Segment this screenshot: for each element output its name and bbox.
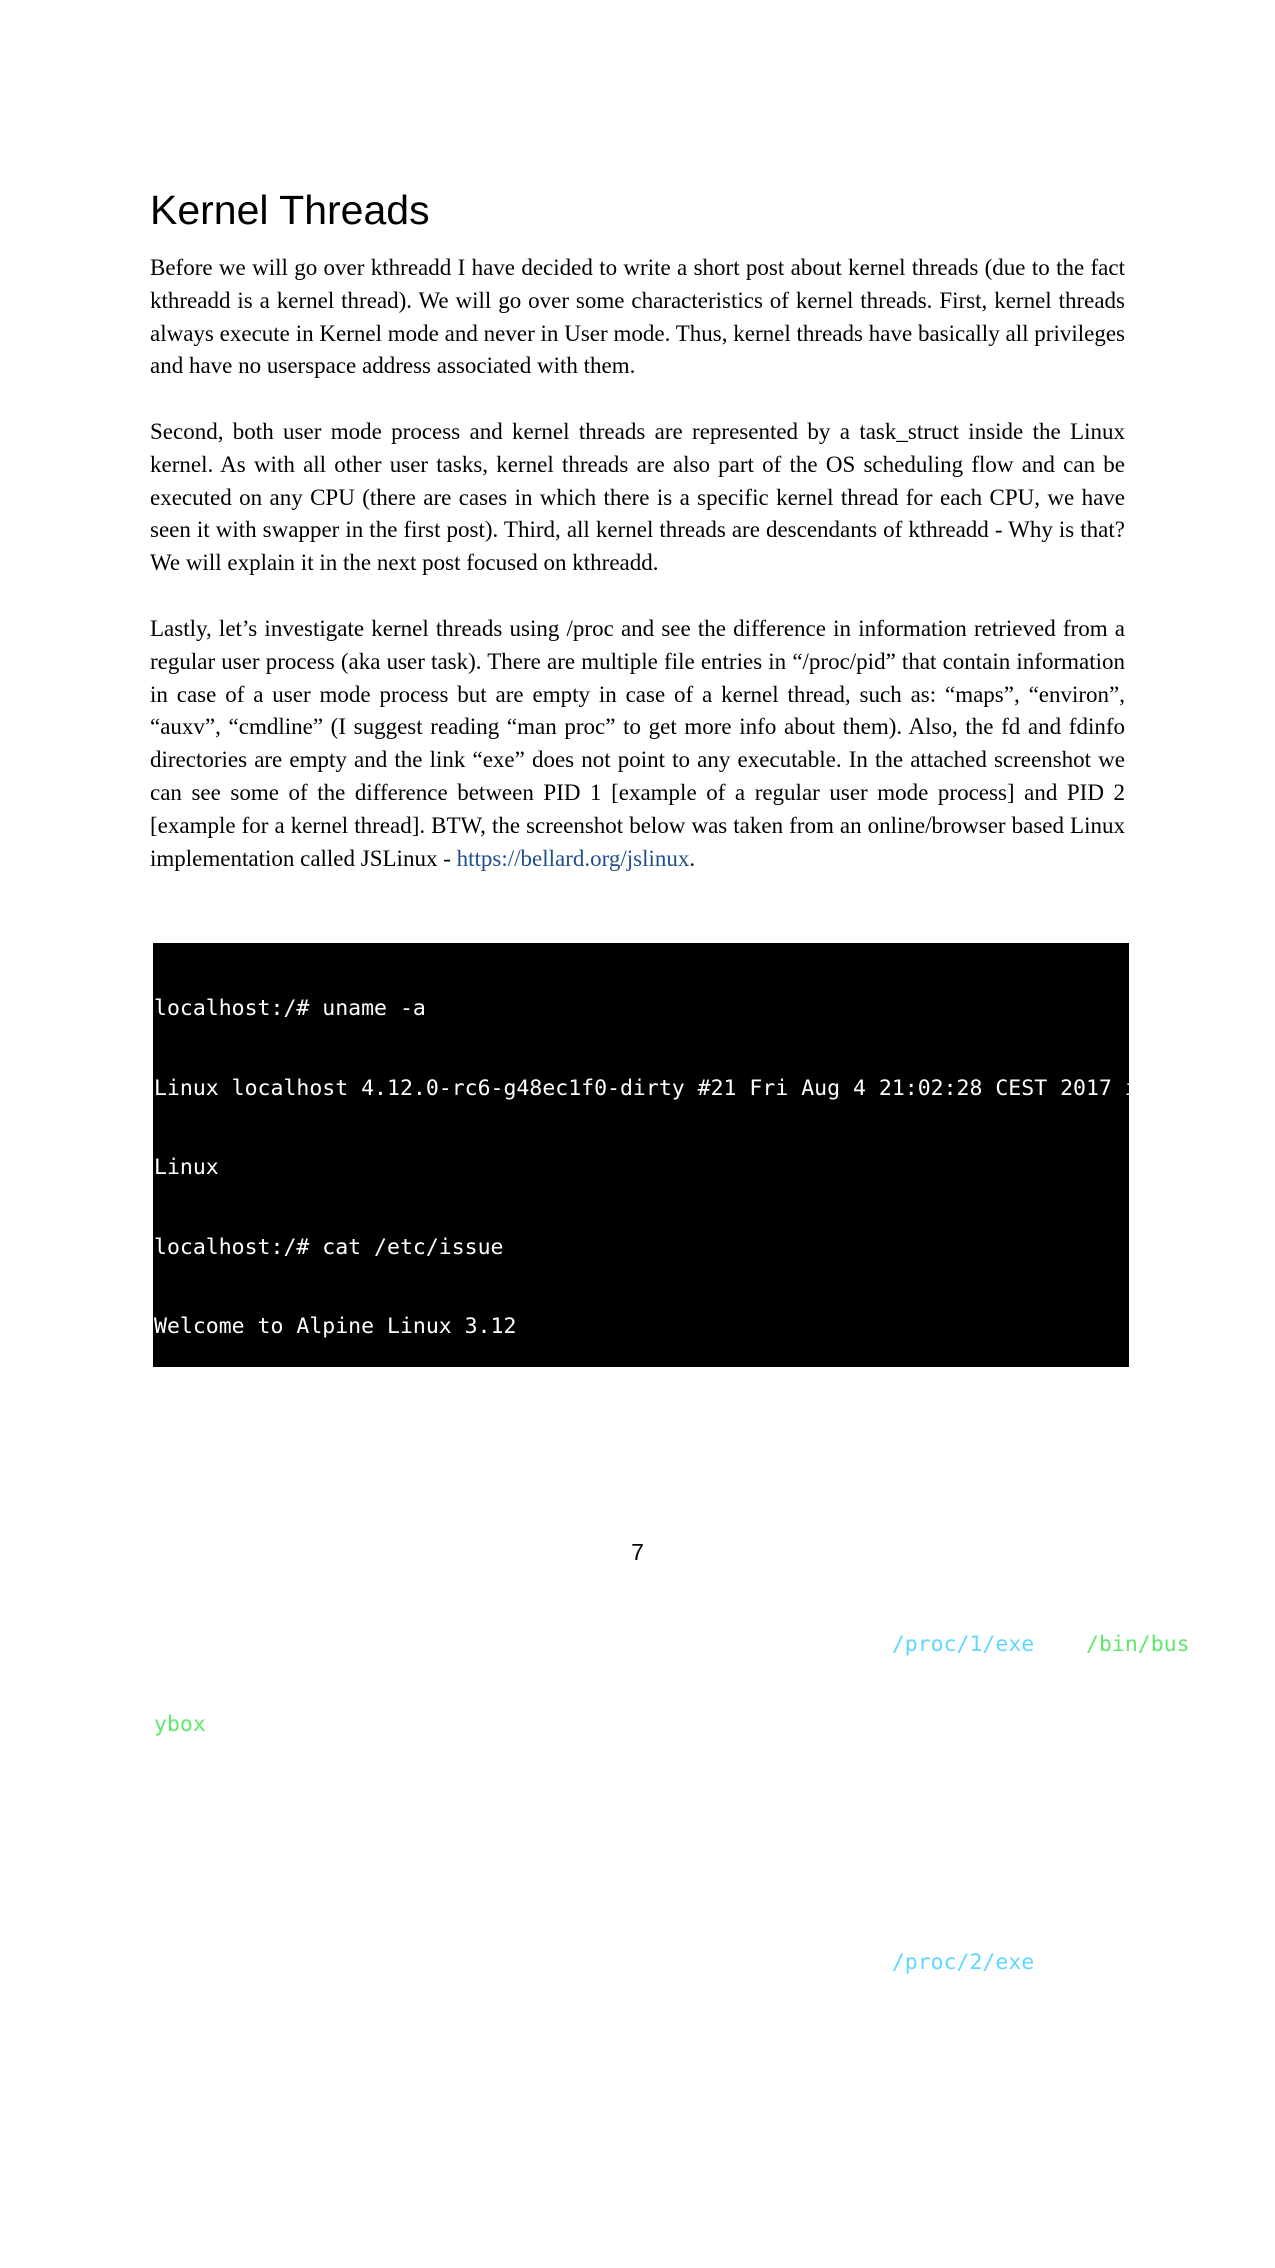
paragraph-1: Before we will go over kthreadd I have decided to write a short post about kernel threads (due to the fact kthreadd is a kernel thread). We will go over some characteristics of kernel threads. First, kernel threads always execute in Kernel mode and never in User mode. Thus, kernel threads have basically all privileges and have no userspace address associated with them. <box>150 255 1125 379</box>
proc-1-exe-link: /proc/1/exe <box>891 1632 1035 1657</box>
page-number: 7 <box>631 1539 644 1565</box>
link-suffix: . <box>689 845 696 871</box>
busybox-target: /bin/bus <box>1086 1632 1190 1657</box>
terminal-line: ybox <box>154 1711 206 1737</box>
terminal-line: HOME=/TERM=linuxTZ=UTC+07:00localhost:/# <box>154 2109 672 2134</box>
paragraph-3 <box>150 613 1125 875</box>
terminal-line: Kernel \r on an \m (\l) <box>154 1393 452 1419</box>
paragraph-2: Second, both user mode process and kernel threads are represented by a task_struct inside the Linux kernel. As with all other user tasks, kernel threads are also part of the OS scheduling flow and can be executed on any CPU (there are cases in which there is a specific kernel thread for each CPU, we have seen it with swapper in the first post). Third, all kernel threads are descendants of kthreadd - Why is that? We will explain it in the next post focused on kthreadd. <box>150 419 1125 576</box>
paragraph-3-text: Lastly, let’s investigate kernel threads using /proc and see the difference in information retrieved from a regular user process (aka user task). There are multiple file entries in “/proc/pid” that contain information in case of a user mode process but are empty in case of a kernel thread, such as: “maps”, “environ”, “auxv”, “cmdline” (I suggest reading “man proc” to get more info about them). Also, the fd and fdinfo directories are empty and the link “exe” does not point to any executable. In the attached screenshot we can see some of the difference between PID 1 [example of a regular user mode process] and PID 2 [example for a kernel thread]. BTW, the screenshot below was taken from an online/browser based Linux implementation called JSLinux - <box>150 616 1125 871</box>
terminal-line: Linux localhost 4.12.0-rc6-g48ec1f0-dirty #21 Fri Aug 4 21:02:28 CEST 2017 i586 <box>154 1075 1177 1101</box>
proc-2-exe-link: /proc/2/exe <box>891 1950 1035 1975</box>
exe-listing-1: lrwxrwxrwx 1 root root 0 Aug 11 23:17 <box>154 1632 892 1657</box>
terminal-line: Linux <box>154 1155 219 1180</box>
symlink-arrow: -> <box>1034 1632 1086 1657</box>
terminal-line: localhost:/# uname -a <box>154 996 426 1021</box>
terminal-line: Welcome to Alpine Linux 3.12 <box>154 1314 517 1339</box>
terminal-line: localhost:/# cat /etc/issue <box>154 1234 504 1260</box>
terminal-line: localhost:/# ls -l /proc/1/exe <box>154 1552 543 1578</box>
terminal-line <box>154 1950 1129 1977</box>
terminal-line <box>154 1632 1190 1659</box>
terminal-line: localhost:/# cat /proc/1/environ <box>154 2029 569 2055</box>
exe-listing-2: lrwxrwxrwx 1 root root 0 Aug 11 23:16 <box>154 1950 892 1975</box>
jslinux-link[interactable]: https://bellard.org/jslinux <box>456 845 690 871</box>
terminal-line <box>154 1473 1129 1500</box>
terminal-screenshot <box>153 943 1190 2214</box>
terminal-line: localhost:/# cat /proc/2/environ <box>154 2188 569 2214</box>
terminal-line: ls: /proc/2/exe: cannot read link: No such file or directory <box>154 1870 931 1896</box>
page-heading: Kernel Threads <box>150 187 430 233</box>
terminal-line: localhost:/# ls -l /proc/2/exe <box>154 1791 543 1816</box>
